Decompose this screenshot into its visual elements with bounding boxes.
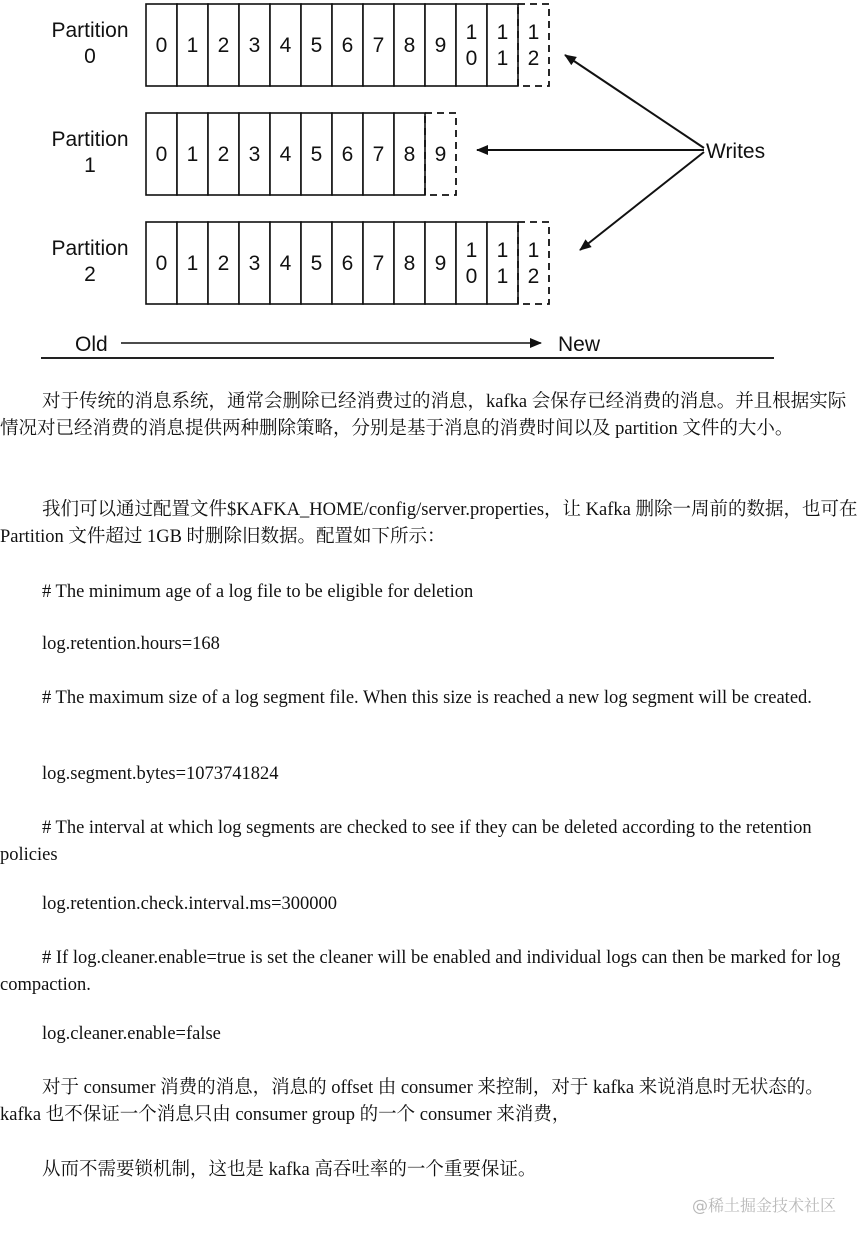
message-cell-label: 1 [186, 252, 199, 275]
message-cell-label: 3 [248, 252, 261, 275]
message-cell-digit: 1 [496, 21, 509, 44]
message-cell-label: 6 [341, 143, 354, 166]
partition-row-1 [51, 113, 456, 195]
pending-write-cell [518, 4, 549, 86]
message-cell-label: 0 [155, 143, 168, 166]
config-comment-check-interval: # The interval at which log segments are checked to see if they can be deleted according to the retention policies [0, 818, 812, 865]
writes-label: Writes [706, 140, 766, 163]
config-segment-bytes: log.segment.bytes=1073741824 [42, 764, 279, 784]
config-comment-min-age: # The minimum age of a log file to be eligible for deletion [42, 582, 474, 602]
message-cell-label: 4 [279, 34, 292, 57]
message-cell-digit: 1 [465, 239, 478, 262]
message-cell-digit: 0 [465, 47, 478, 70]
message-cell-digit: 1 [465, 21, 478, 44]
write-arrow-partition-2 [580, 152, 704, 250]
old-label: Old [75, 333, 108, 356]
message-cell-label: 2 [217, 252, 230, 275]
message-cell-label: 7 [372, 34, 385, 57]
new-label: New [558, 333, 601, 356]
message-cell-label: 0 [155, 252, 168, 275]
partition-number: 0 [84, 45, 96, 68]
message-cell [487, 4, 518, 86]
message-cell-digit: 1 [496, 265, 509, 288]
pending-write-cell-digit: 2 [527, 265, 540, 288]
message-cell [487, 222, 518, 304]
message-cell-label: 4 [279, 252, 292, 275]
partition-label: Partition [51, 128, 129, 151]
config-retention-hours: log.retention.hours=168 [42, 634, 220, 654]
message-cell-label: 1 [186, 34, 199, 57]
message-cell-label: 7 [372, 252, 385, 275]
partition-label: Partition [51, 19, 129, 42]
message-cell-label: 5 [310, 34, 323, 57]
config-check-interval: log.retention.check.interval.ms=300000 [42, 894, 338, 914]
partition-number: 1 [84, 154, 96, 177]
message-cell [456, 222, 487, 304]
config-cleaner-enable: log.cleaner.enable=false [42, 1024, 221, 1044]
config-comment-segment-size: # The maximum size of a log segment file. When this size is reached a new log segment will be created. [42, 688, 812, 708]
message-cell [456, 4, 487, 86]
partition-row-2 [51, 222, 549, 304]
message-cell-label: 2 [217, 143, 230, 166]
message-cell-label: 9 [434, 34, 447, 57]
message-cell-label: 8 [403, 143, 416, 166]
partition-label: Partition [51, 237, 129, 260]
message-cell-digit: 1 [496, 47, 509, 70]
partition-number: 2 [84, 263, 96, 286]
pending-write-cell [518, 222, 549, 304]
config-comment-cleaner: # If log.cleaner.enable=true is set the cleaner will be enabled and individual logs can then be marked for log compaction. [0, 948, 841, 995]
write-arrow-partition-0 [565, 55, 704, 148]
kafka-partition-diagram [0, 0, 864, 370]
message-cell-label: 9 [434, 252, 447, 275]
partition-row-0 [51, 4, 549, 86]
message-cell-label: 7 [372, 143, 385, 166]
pending-write-cell-digit: 1 [527, 239, 540, 262]
message-cell-label: 5 [310, 252, 323, 275]
pending-write-cell-digit: 1 [527, 21, 540, 44]
message-cell-label: 8 [403, 34, 416, 57]
message-cell-label: 6 [341, 252, 354, 275]
message-cell-label: 1 [186, 143, 199, 166]
message-cell-label: 2 [217, 34, 230, 57]
paragraph-config-intro: 我们可以通过配置文件$KAFKA_HOME/config/server.properties，让 Kafka 删除一周前的数据，也可在 Partition 文件超过 1GB 时删除旧数据。配置如下所示： [0, 500, 858, 547]
pending-write-cell-digit: 2 [527, 47, 540, 70]
message-cell-label: 4 [279, 143, 292, 166]
message-cell-label: 3 [248, 34, 261, 57]
message-cell-label: 6 [341, 34, 354, 57]
paragraph-storage-intro: 对于传统的消息系统，通常会删除已经消费过的消息，kafka 会保存已经消费的消息。并且根据实际情况对已经消费的消息提供两种删除策略，分别是基于消息的消费时间以及 partition 文件的大小。 [0, 392, 847, 439]
message-cell-label: 0 [155, 34, 168, 57]
message-cell-label: 5 [310, 143, 323, 166]
paragraph-no-lock: 从而不需要锁机制，这也是 kafka 高吞吐率的一个重要保证。 [42, 1160, 537, 1180]
message-cell-digit: 0 [465, 265, 478, 288]
message-cell-digit: 1 [496, 239, 509, 262]
pending-write-cell-label: 9 [434, 143, 447, 166]
paragraph-consumer-offset: 对于 consumer 消费的消息，消息的 offset 由 consumer 来控制，对于 kafka 来说消息时无状态的。kafka 也不保证一个消息只由 consumer group 的一个 consumer 来消费， [0, 1078, 824, 1125]
message-cell-label: 3 [248, 143, 261, 166]
watermark: @稀土掘金技术社区 [691, 1196, 836, 1215]
message-cell-label: 8 [403, 252, 416, 275]
